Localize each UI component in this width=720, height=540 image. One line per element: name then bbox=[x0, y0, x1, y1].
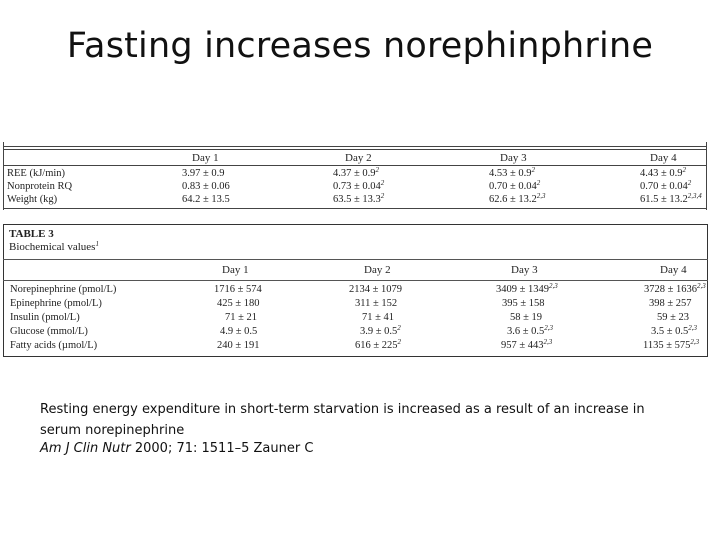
cell-value: 4.43 ± 0.9 bbox=[640, 168, 683, 179]
table-border bbox=[3, 142, 4, 210]
slide-caption: Resting energy expenditure in short-term starvation is increased as a result of an increase in serum norepinephrine bbox=[40, 402, 645, 438]
cell-value: 58 ± 19 bbox=[510, 312, 543, 323]
table-cell bbox=[644, 284, 706, 296]
table-cell bbox=[220, 326, 257, 338]
table-cell bbox=[333, 168, 379, 180]
citation bbox=[40, 441, 313, 456]
cell-footnote: 2 bbox=[380, 179, 385, 187]
cell-value: 1716 ± 574 bbox=[214, 284, 262, 295]
row-label: REE (kJ/min) bbox=[7, 168, 66, 179]
table-cell bbox=[649, 298, 692, 310]
col-header-day2: Day 2 bbox=[364, 264, 391, 276]
table-cell bbox=[489, 194, 546, 206]
table-cell bbox=[643, 340, 699, 352]
table-border bbox=[706, 142, 707, 210]
table-cell bbox=[355, 298, 397, 310]
cell-footnote: 2,3,4 bbox=[687, 192, 702, 200]
table-cell bbox=[182, 181, 230, 193]
cell-footnote: 2,3 bbox=[549, 282, 558, 290]
table-rule bbox=[3, 149, 707, 150]
energy-table bbox=[0, 142, 707, 210]
table-cell bbox=[360, 326, 401, 338]
table-cell bbox=[217, 340, 260, 352]
cell-value: 3.97 ± 0.9 bbox=[182, 168, 225, 179]
table-cell bbox=[489, 168, 535, 180]
row-label: Epinephrine (pmol/L) bbox=[10, 298, 102, 309]
table-cell bbox=[657, 312, 689, 324]
row-label: Norepinephrine (pmol/L) bbox=[10, 284, 117, 295]
col-header-day3: Day 3 bbox=[500, 152, 527, 164]
table-rule bbox=[3, 146, 707, 147]
cell-footnote: 2 bbox=[687, 179, 692, 187]
cell-value: 398 ± 257 bbox=[649, 298, 692, 309]
row-label: Glucose (mmol/L) bbox=[10, 326, 88, 337]
cell-value: 62.6 ± 13.2 bbox=[489, 194, 537, 205]
row-label: Insulin (pmol/L) bbox=[10, 312, 80, 323]
cell-value: 311 ± 152 bbox=[355, 298, 398, 309]
cell-footnote: 2 bbox=[397, 324, 401, 332]
cell-value: 71 ± 41 bbox=[362, 312, 395, 323]
cell-value: 4.9 ± 0.5 bbox=[220, 326, 258, 337]
table-cell bbox=[225, 312, 257, 324]
table-subtitle bbox=[9, 241, 99, 253]
cell-footnote: 2,3 bbox=[690, 338, 700, 346]
cell-value: 1135 ± 575 bbox=[643, 340, 691, 351]
table-cell bbox=[333, 194, 384, 206]
cell-footnote: 2,3 bbox=[544, 324, 554, 332]
cell-value: 64.2 ± 13.5 bbox=[182, 194, 230, 205]
cell-footnote: 2 bbox=[375, 166, 380, 174]
row-label: Weight (kg) bbox=[7, 194, 58, 205]
cell-value: 71 ± 21 bbox=[225, 312, 258, 323]
cell-value: 3.6 ± 0.5 bbox=[507, 326, 545, 337]
cell-footnote: 2,3 bbox=[543, 338, 553, 346]
col-header-day1: Day 1 bbox=[222, 264, 249, 276]
table-rule bbox=[3, 165, 707, 166]
subtitle-footnote: 1 bbox=[95, 240, 99, 248]
cell-value: 4.37 ± 0.9 bbox=[333, 168, 376, 179]
table-cell bbox=[501, 340, 552, 352]
cell-value: 59 ± 23 bbox=[657, 312, 690, 323]
row-label: Fatty acids (µmol/L) bbox=[10, 340, 98, 351]
cell-value: 957 ± 443 bbox=[501, 340, 544, 351]
cell-value: 395 ± 158 bbox=[502, 298, 545, 309]
table-title: TABLE 3 bbox=[9, 228, 54, 240]
cell-footnote: 2 bbox=[536, 179, 541, 187]
col-header-day3: Day 3 bbox=[511, 264, 538, 276]
table-cell bbox=[333, 181, 384, 193]
cell-footnote: 2,3 bbox=[688, 324, 698, 332]
table-cell bbox=[502, 298, 545, 310]
cell-value: 2134 ± 1079 bbox=[349, 284, 403, 295]
row-label: Nonprotein RQ bbox=[7, 181, 73, 192]
table-cell bbox=[640, 168, 686, 180]
cell-value: 3728 ± 1636 bbox=[644, 284, 698, 295]
citation-journal: Am J Clin Nutr bbox=[40, 441, 131, 456]
cell-value: 0.73 ± 0.04 bbox=[333, 181, 381, 192]
table-cell bbox=[214, 284, 262, 296]
col-header-day1: Day 1 bbox=[192, 152, 219, 164]
cell-footnote: 2,3 bbox=[697, 282, 706, 290]
table-rule bbox=[3, 208, 707, 209]
table-cell bbox=[182, 168, 225, 180]
table-cell bbox=[507, 326, 553, 338]
cell-footnote: 2,3 bbox=[536, 192, 546, 200]
table-cell bbox=[182, 194, 230, 206]
cell-value: 0.83 ± 0.06 bbox=[182, 181, 230, 192]
table-cell bbox=[217, 298, 260, 310]
citation-details: 2000; 71: 1511–5 Zauner C bbox=[130, 441, 314, 456]
table-cell bbox=[355, 340, 401, 352]
slide-title: Fasting increases norephinphrine bbox=[66, 26, 654, 66]
cell-value: 4.53 ± 0.9 bbox=[489, 168, 532, 179]
subtitle-text: Biochemical values bbox=[9, 241, 96, 253]
table-rule bbox=[3, 259, 708, 260]
cell-value: 616 ± 225 bbox=[355, 340, 398, 351]
cell-footnote: 2 bbox=[380, 192, 385, 200]
cell-value: 3.9 ± 0.5 bbox=[360, 326, 398, 337]
table-cell bbox=[362, 312, 394, 324]
cell-value: 61.5 ± 13.2 bbox=[640, 194, 688, 205]
table-cell bbox=[496, 284, 558, 296]
cell-footnote: 2 bbox=[397, 338, 402, 346]
table-cell bbox=[489, 181, 540, 193]
table-cell bbox=[510, 312, 542, 324]
table-cell bbox=[640, 181, 691, 193]
cell-value: 3.5 ± 0.5 bbox=[651, 326, 689, 337]
cell-value: 425 ± 180 bbox=[217, 298, 260, 309]
table-cell bbox=[640, 194, 702, 206]
col-header-day4: Day 4 bbox=[660, 264, 687, 276]
table-cell bbox=[651, 326, 697, 338]
cell-value: 0.70 ± 0.04 bbox=[489, 181, 537, 192]
cell-footnote: 2 bbox=[531, 166, 536, 174]
biochemical-table bbox=[3, 224, 708, 357]
table-rule bbox=[3, 280, 708, 281]
table-cell bbox=[349, 284, 402, 296]
cell-value: 3409 ± 1349 bbox=[496, 284, 550, 295]
cell-footnote: 2 bbox=[682, 166, 687, 174]
cell-value: 240 ± 191 bbox=[217, 340, 260, 351]
cell-value: 63.5 ± 13.3 bbox=[333, 194, 381, 205]
col-header-day4: Day 4 bbox=[650, 152, 677, 164]
col-header-day2: Day 2 bbox=[345, 152, 372, 164]
cell-value: 0.70 ± 0.04 bbox=[640, 181, 688, 192]
